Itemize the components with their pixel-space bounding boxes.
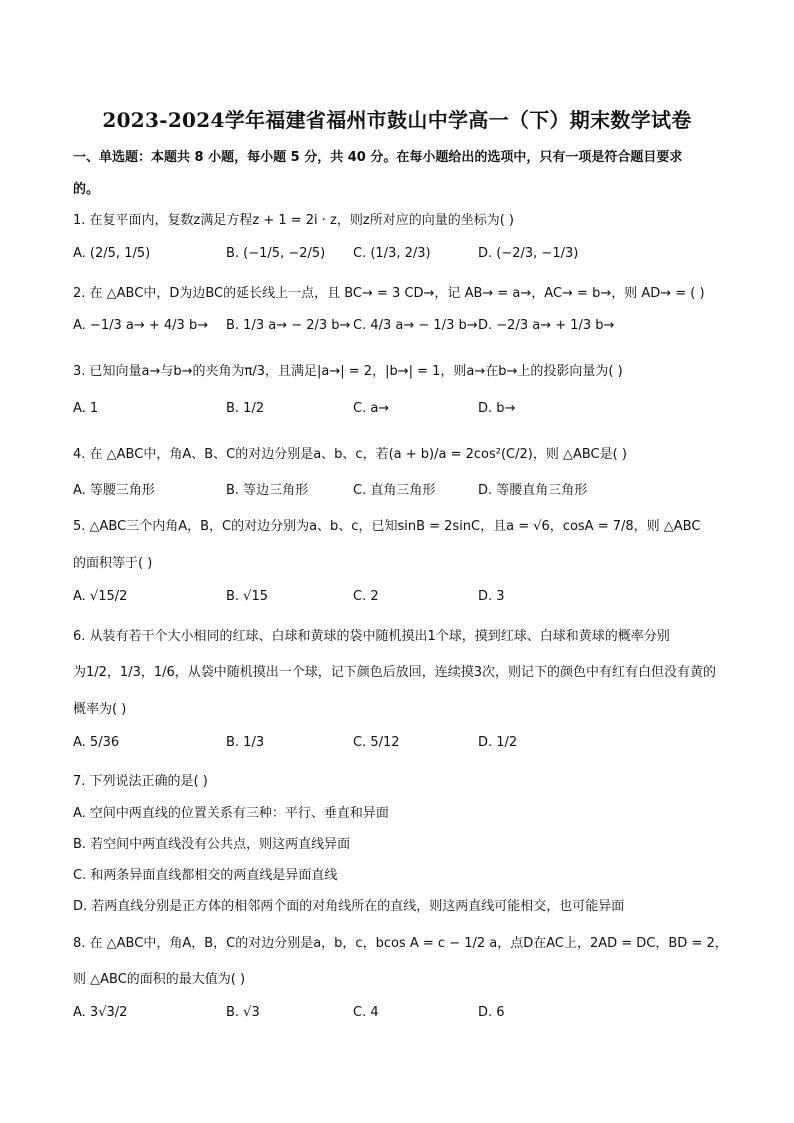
question-2-stem: 2. 在 △ABC中，D为边BC的延长线上一点，且 BC→ = 3 CD→，记 AB→ = a→，AC→ = b→，则 AD→ = ( ): [73, 286, 705, 301]
option-c: C. 4: [353, 1005, 379, 1020]
option-c: C. 5/12: [353, 735, 400, 750]
option-d: D. 3: [478, 589, 505, 604]
option-a: A. 1: [73, 401, 99, 416]
option-b: B. 1/2: [226, 401, 265, 416]
question-3-stem: 3. 已知向量a→与b→的夹角为π/3，且满足|a→| = 2，|b→| = 1，则a→在b→上的投影向量为( ): [73, 364, 623, 379]
option-d: D. 等腰直角三角形: [478, 483, 588, 498]
option-b: B. √3: [226, 1005, 260, 1020]
question-1-stem: 1. 在复平面内，复数z满足方程z + 1 = 2i · z，则z所对应的向量的坐标为( ): [73, 213, 514, 228]
question-7-option-c: C. 和两条异面直线都相交的两直线是异面直线: [73, 868, 338, 883]
option-b: B. 1/3 a→ − 2/3 b→: [226, 318, 351, 333]
option-a: A. −1/3 a→ + 4/3 b→: [73, 318, 209, 333]
option-c: C. a→: [353, 401, 390, 416]
option-d: D. (−2/3, −1/3): [478, 246, 579, 261]
exam-title: 2023-2024学年福建省福州市鼓山中学高一（下）期末数学试卷: [102, 108, 692, 132]
option-b: B. 1/3: [226, 735, 265, 750]
option-c: C. 4/3 a→ − 1/3 b→: [353, 318, 478, 333]
question-6-stem-cont: 为1/2，1/3，1/6，从袋中随机摸出一个球，记下颜色后放回，连续摸3次，则记下的颜色中有红有白但没有黄的: [73, 665, 717, 680]
question-5-stem-cont: 的面积等于( ): [73, 556, 153, 571]
option-d: D. −2/3 a→ + 1/3 b→: [478, 318, 615, 333]
section-heading: 一、单选题：本题共 8 小题，每小题 5 分，共 40 分。在每小题给出的选项中，只有一项是符合题目要求: [73, 150, 683, 165]
option-a: A. 5/36: [73, 735, 120, 750]
option-b: B. √15: [226, 589, 269, 604]
question-7-option-d: D. 若两直线分别是正方体的相邻两个面的对角线所在的直线，则这两直线可能相交，也可能异面: [73, 899, 625, 914]
option-d: D. 1/2: [478, 735, 518, 750]
question-7-option-b: B. 若空间中两直线没有公共点，则这两直线异面: [73, 837, 351, 852]
question-4-stem: 4. 在 △ABC中，角A、B、C的对边分别是a、b、c，若(a + b)/a = 2cos²(C/2)，则 △ABC是( ): [73, 447, 627, 462]
option-a: A. 等腰三角形: [73, 483, 155, 498]
option-a: A. √15/2: [73, 589, 128, 604]
question-5-stem: 5. △ABC三个内角A，B，C的对边分别为a、b、c，已知sinB = 2sinC，且a = √6，cosA = 7/8，则 △ABC: [73, 519, 701, 534]
option-a: A. 3√3/2: [73, 1005, 128, 1020]
question-6-stem-cont2: 概率为( ): [73, 702, 127, 717]
section-heading-cont: 的。: [73, 182, 100, 197]
question-7-stem: 7. 下列说法正确的是( ): [73, 774, 208, 789]
question-7-option-a: A. 空间中两直线的位置关系有三种：平行、垂直和异面: [73, 806, 389, 821]
option-d: D. b→: [478, 401, 516, 416]
option-b: B. (−1/5, −2/5): [226, 246, 326, 261]
question-6-stem: 6. 从装有若干个大小相同的红球、白球和黄球的袋中随机摸出1个球，摸到红球、白球和黄球的概率分别: [73, 629, 670, 644]
question-8-stem: 8. 在 △ABC中，角A，B，C的对边分别是a，b，c，bcos A = c − 1/2 a，点D在AC上，2AD = DC，BD = 2，: [73, 936, 728, 951]
option-c: C. 直角三角形: [353, 483, 436, 498]
option-c: C. 2: [353, 589, 379, 604]
question-8-stem-cont: 则 △ABC的面积的最大值为( ): [73, 972, 246, 987]
option-d: D. 6: [478, 1005, 505, 1020]
option-c: C. (1/3, 2/3): [353, 246, 431, 261]
option-b: B. 等边三角形: [226, 483, 309, 498]
option-a: A. (2/5, 1/5): [73, 246, 151, 261]
